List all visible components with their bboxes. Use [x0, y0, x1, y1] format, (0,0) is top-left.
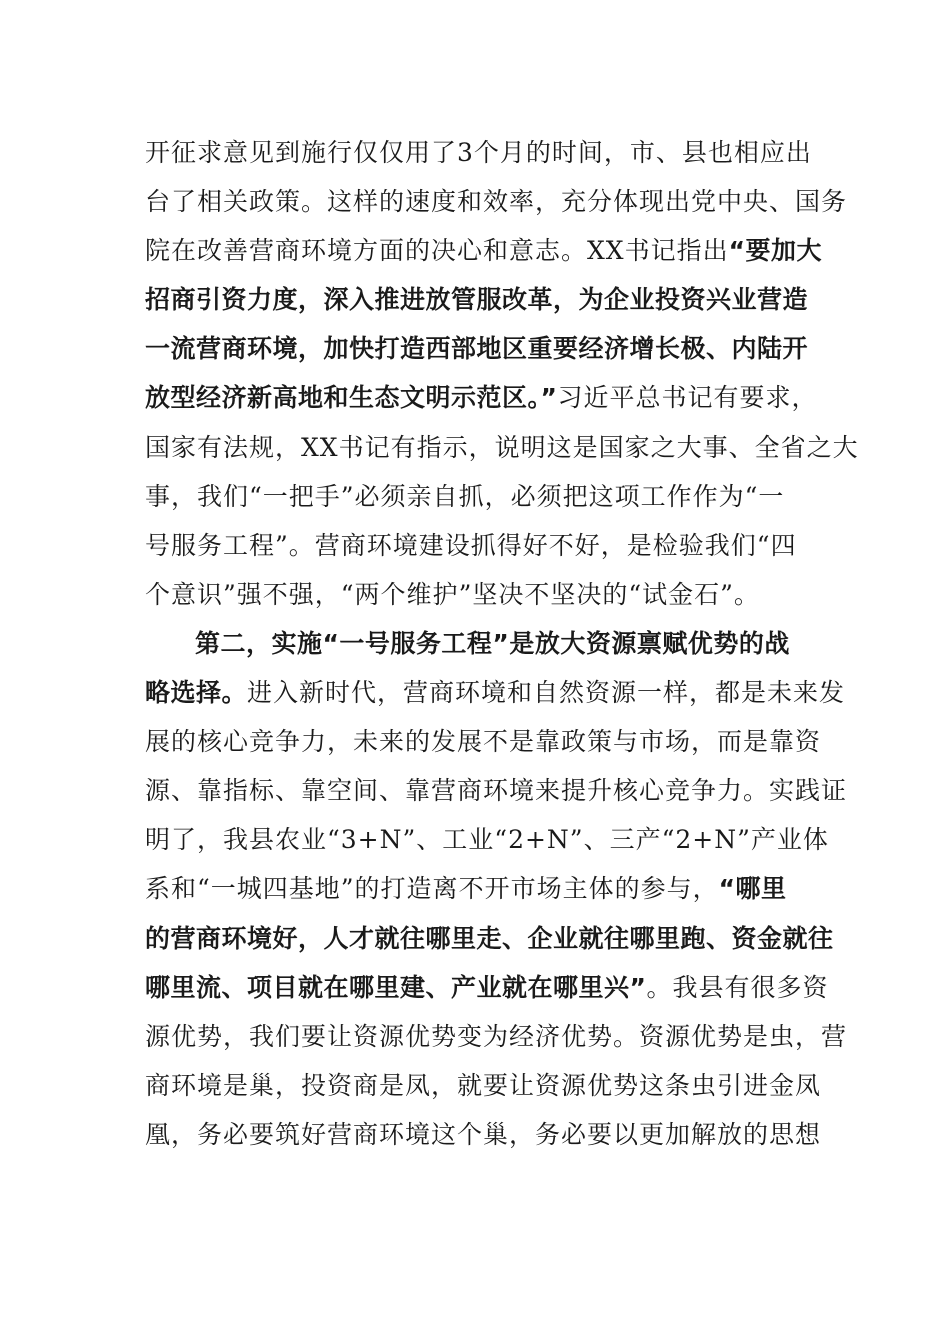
text-run: 开征求意见到施行仅仅用了3个月的时间，市、县也相应出	[145, 138, 812, 167]
bold-text-line	[145, 324, 810, 373]
text-line	[145, 717, 822, 766]
text-line	[145, 177, 848, 226]
text-run: 系和“一城四基地”的打造离不开市场主体的参与，	[145, 874, 719, 904]
text-line	[145, 815, 829, 864]
section-heading-line	[145, 619, 810, 668]
text-run: 明了，我县农业“3+N”、工业“2+N”、三产“2+N”产业体	[145, 825, 829, 855]
bold-text-run: “要加大	[728, 236, 823, 266]
text-run: 院在改善营商环境方面的决心和意志。XX书记指出	[145, 236, 729, 266]
text-line	[145, 472, 810, 521]
text-run: 习近平总书记有要求，	[557, 383, 818, 413]
text-line	[145, 766, 848, 815]
text-run: 源优势，我们要让资源优势变为经济优势。资源优势是虫，营	[145, 1021, 848, 1051]
text-line	[145, 373, 818, 422]
text-run: 号服务工程”。营商环境建设抓得好不好，是检验我们“四	[145, 530, 797, 560]
text-run: 个意识”强不强，“两个维护”坚决不坚决的“试金石”。	[145, 579, 760, 609]
text-run: 源、靠指标、靠空间、靠营商环境来提升核心竞争力。实践证	[145, 776, 848, 806]
text-run: 台了相关政策。这样的速度和效率，充分体现出党中央、国务	[145, 187, 848, 217]
body-text	[145, 128, 859, 1159]
bold-text-run: 招商引资力度，深入推进放管服改革，为企业投资兴业营造	[145, 285, 809, 315]
text-line	[145, 226, 823, 275]
text-line	[145, 864, 810, 913]
text-run: 展的核心竞争力，未来的发展不是靠政策与市场，而是靠资	[145, 727, 822, 757]
bold-text-run: 放型经济新高地和生态文明示范区。”	[145, 383, 558, 413]
bold-text-line	[145, 914, 834, 963]
text-line	[145, 963, 829, 1012]
section-heading: 第二，实施“一号服务工程”是放大资源禀赋优势的战	[195, 628, 790, 658]
text-run: 事，我们“一把手”必须亲自抓，必须把这项工作作为“一	[145, 481, 785, 511]
text-run: 商环境是巢，投资商是凤，就要让资源优势这条虫引进金凤	[145, 1070, 822, 1100]
text-line	[145, 1012, 848, 1061]
text-run: 。我县有很多资	[646, 972, 829, 1002]
bold-text-run: “哪里	[718, 874, 787, 904]
text-line	[145, 668, 846, 717]
bold-text-run: 一流营商环境，加快打造西部地区重要经济增长极、内陆开	[145, 334, 809, 364]
text-line	[145, 1110, 822, 1159]
text-line	[145, 521, 810, 570]
text-line	[145, 423, 859, 472]
text-run: 进入新时代，营商环境和自然资源一样，都是未来发	[247, 678, 846, 708]
text-run: 凰，务必要筑好营商环境这个巢，务必要以更加解放的思想	[145, 1119, 822, 1149]
text-run: 国家有法规，XX书记有指示，说明这是国家之大事、全省之大	[145, 432, 859, 462]
bold-text-run: 的营商环境好，人才就往哪里走、企业就往哪里跑、资金就往	[145, 923, 834, 953]
bold-text-run: 略选择。	[145, 678, 248, 708]
text-line	[145, 570, 810, 619]
text-line	[145, 1061, 822, 1110]
text-line	[145, 128, 810, 177]
bold-text-run: 哪里流、项目就在哪里建、产业就在哪里兴”	[145, 972, 647, 1002]
bold-text-line	[145, 275, 810, 324]
